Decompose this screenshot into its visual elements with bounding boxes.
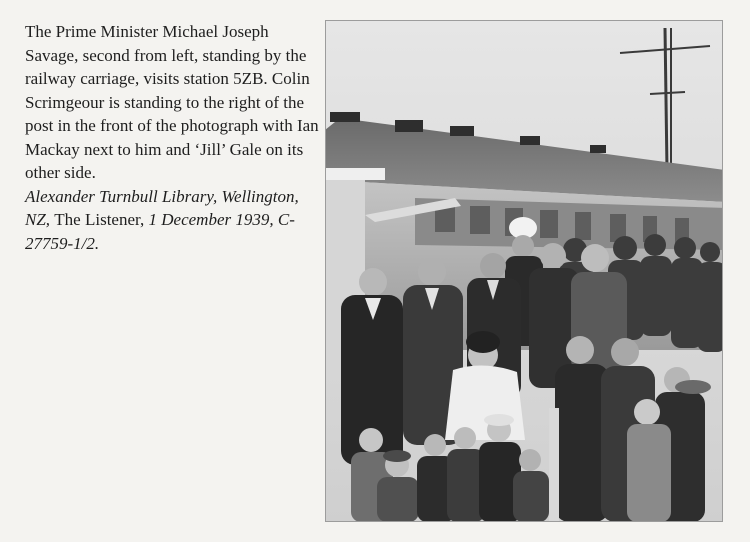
credit-date-reference: 1 December 1939, C- 27759-1/2. (25, 210, 295, 253)
credit-publication: The Listener, (54, 210, 145, 229)
photo-caption (25, 20, 320, 255)
historical-photograph (325, 20, 723, 522)
caption-body: The Prime Minister Michael Joseph Savage, second from left, standing by the railway carriage, visits station 5ZB. Colin Scrimgeour is standing to the right of the post in the front of the photograph with Ian Mackay next to him and ‘Jill’ Gale on its other side. (25, 22, 319, 182)
credit-source: Alexander Turnbull Library, Wellington, NZ, (25, 186, 299, 229)
caption-credit (25, 185, 320, 256)
photograph-illustration (325, 20, 723, 522)
